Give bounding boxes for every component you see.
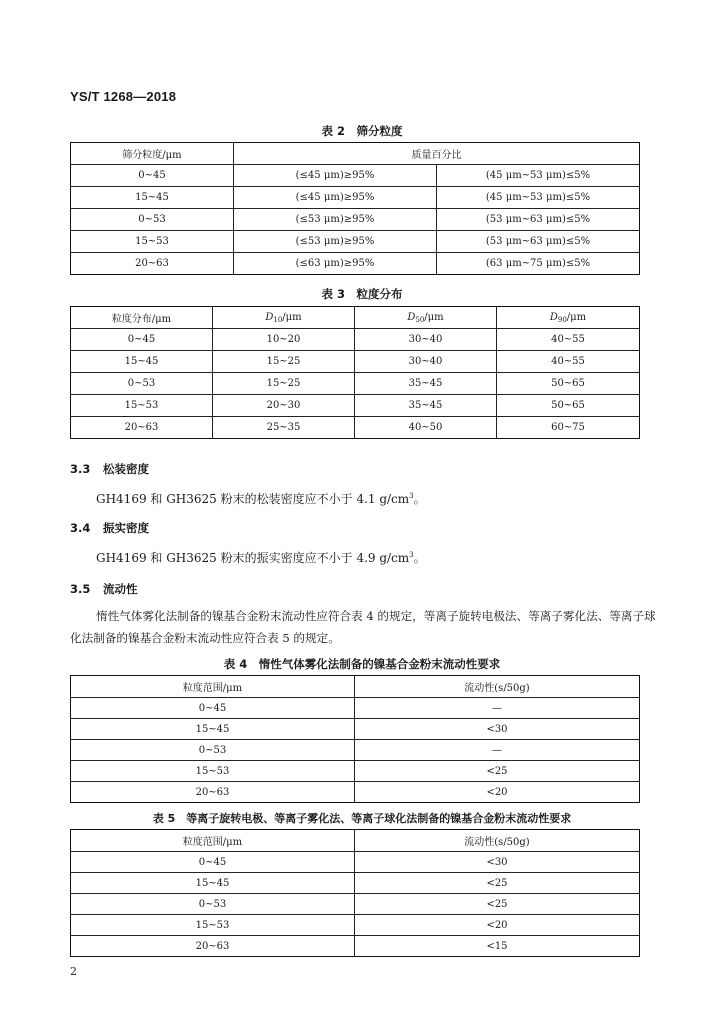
table-cell: 30~40 (355, 329, 497, 351)
table-cell: 0~45 (71, 852, 355, 873)
table5 (70, 829, 640, 957)
table2-col2-header: 质量百分比 (234, 143, 640, 165)
table3-header-d10: $D_{10}/\mu m$ (213, 307, 355, 329)
table-row (71, 782, 640, 803)
table-cell: 60~75 (497, 417, 640, 439)
table-cell: — (355, 698, 640, 719)
table-cell: 15~53 (71, 761, 355, 782)
table-cell: 15~45 (71, 873, 355, 894)
table-row (71, 351, 640, 373)
table-cell: 20~63 (71, 253, 234, 275)
table-cell: <30 (355, 719, 640, 740)
table-row (71, 373, 640, 395)
table-cell: 15~45 (71, 719, 355, 740)
table-cell: 15~45 (71, 351, 213, 373)
section-3-5-text: 惰性气体雾化法制备的镍基合金粉末流动性应符合表 4 的规定，等离子旋转电极法、等离子雾化法、等离子球化法制备的镍基合金粉末流动性应符合表 5 的规定。 (70, 609, 656, 645)
table-row (71, 873, 640, 894)
table3 (70, 306, 640, 439)
table-cell: 20~63 (71, 936, 355, 957)
table4 (70, 675, 640, 803)
table-row (71, 253, 640, 275)
table-cell: <25 (355, 873, 640, 894)
table3-header-row (71, 307, 640, 329)
table-cell: (63 μm~75 μm)≤5% (437, 253, 640, 275)
table5-header-row (71, 830, 640, 852)
table-row (71, 852, 640, 873)
table-cell: 20~30 (213, 395, 355, 417)
table-cell: (≤63 μm)≥95% (234, 253, 437, 275)
table-cell: (≤45 μm)≥95% (234, 187, 437, 209)
table2-col1-header: 筛分粒度/μm (71, 143, 234, 165)
table4-header-row (71, 676, 640, 698)
table-row (71, 936, 640, 957)
table-row (71, 417, 640, 439)
table-cell: 15~45 (71, 187, 234, 209)
table-cell: (53 μm~63 μm)≤5% (437, 231, 640, 253)
table2-caption: 表 2 筛分粒度 (321, 124, 403, 138)
table-row (71, 915, 640, 936)
table-cell: 15~53 (71, 231, 234, 253)
table-cell: 35~45 (355, 373, 497, 395)
table4-header-cell: 流动性(s/50g) (355, 676, 640, 698)
table-cell: 30~40 (355, 351, 497, 373)
table-cell: (≤45 μm)≥95% (234, 165, 437, 187)
section-3-5-heading: 3.5 流动性 (70, 582, 138, 596)
table-cell: 0~45 (71, 165, 234, 187)
table-cell: <30 (355, 852, 640, 873)
table4-caption: 表 4 惰性气体雾化法制备的镍基合金粉末流动性要求 (223, 657, 501, 671)
table-cell: (≤53 μm)≥95% (234, 209, 437, 231)
table-cell: 0~53 (71, 373, 213, 395)
table-cell: 35~45 (355, 395, 497, 417)
table-cell: 0~53 (71, 209, 234, 231)
table-row (71, 719, 640, 740)
table-cell: 15~25 (213, 373, 355, 395)
table3-header-cell: 粒度分布/μm (71, 307, 213, 329)
table-cell: 15~53 (71, 395, 213, 417)
table-cell: <20 (355, 915, 640, 936)
table-cell: 0~45 (71, 329, 213, 351)
table3-header-d50: $D_{50}/\mu m$ (355, 307, 497, 329)
section-3-4-heading: 3.4 振实密度 (70, 521, 149, 535)
table-cell: 15~25 (213, 351, 355, 373)
table-row (71, 187, 640, 209)
table-cell: 40~55 (497, 351, 640, 373)
table-cell: (45 μm~53 μm)≤5% (437, 165, 640, 187)
page-number: 2 (70, 965, 77, 978)
table4-header-cell: 粒度范围/μm (71, 676, 355, 698)
table-row (71, 329, 640, 351)
section-3-3-text: GH4169 和 GH3625 粉末的松装密度应不小于 4.1 $g/cm^3$。 (96, 492, 426, 506)
table-cell: 0~45 (71, 698, 355, 719)
table3-caption: 表 3 粒度分布 (321, 287, 403, 301)
section-3-3-heading: 3.3 松装密度 (70, 462, 149, 476)
table-cell: <25 (355, 894, 640, 915)
table5-header-cell: 流动性(s/50g) (355, 830, 640, 852)
table-cell: 40~50 (355, 417, 497, 439)
table5-caption: 表 5 等离子旋转电极、等离子雾化法、等离子球化法制备的镍基合金粉末流动性要求 (152, 812, 572, 825)
table-cell: 40~55 (497, 329, 640, 351)
table-cell: 20~63 (71, 417, 213, 439)
table-cell: (53 μm~63 μm)≤5% (437, 209, 640, 231)
table-cell: (45 μm~53 μm)≤5% (437, 187, 640, 209)
table-row (71, 894, 640, 915)
table-cell: 20~63 (71, 782, 355, 803)
table-cell: <25 (355, 761, 640, 782)
table-cell: (≤53 μm)≥95% (234, 231, 437, 253)
table-row (71, 761, 640, 782)
table-row (71, 395, 640, 417)
standard-number: YS/T 1268—2018 (70, 89, 177, 104)
table-cell: 0~53 (71, 894, 355, 915)
table-cell: 15~53 (71, 915, 355, 936)
table-cell: 25~35 (213, 417, 355, 439)
table-row (71, 698, 640, 719)
table-cell: <15 (355, 936, 640, 957)
table-row (71, 231, 640, 253)
table-cell: <20 (355, 782, 640, 803)
table-row (71, 740, 640, 761)
table-row (71, 165, 640, 187)
table-cell: — (355, 740, 640, 761)
table2 (70, 142, 640, 275)
table-cell: 50~65 (497, 373, 640, 395)
table-row (71, 209, 640, 231)
table-cell: 10~20 (213, 329, 355, 351)
table2-header-row (71, 143, 640, 165)
table-cell: 0~53 (71, 740, 355, 761)
table-cell: 50~65 (497, 395, 640, 417)
table5-header-cell: 粒度范围/μm (71, 830, 355, 852)
section-3-4-text: GH4169 和 GH3625 粉末的振实密度应不小于 4.9 $g/cm^3$。 (96, 551, 426, 565)
table3-header-d90: $D_{90}/\mu m$ (497, 307, 640, 329)
